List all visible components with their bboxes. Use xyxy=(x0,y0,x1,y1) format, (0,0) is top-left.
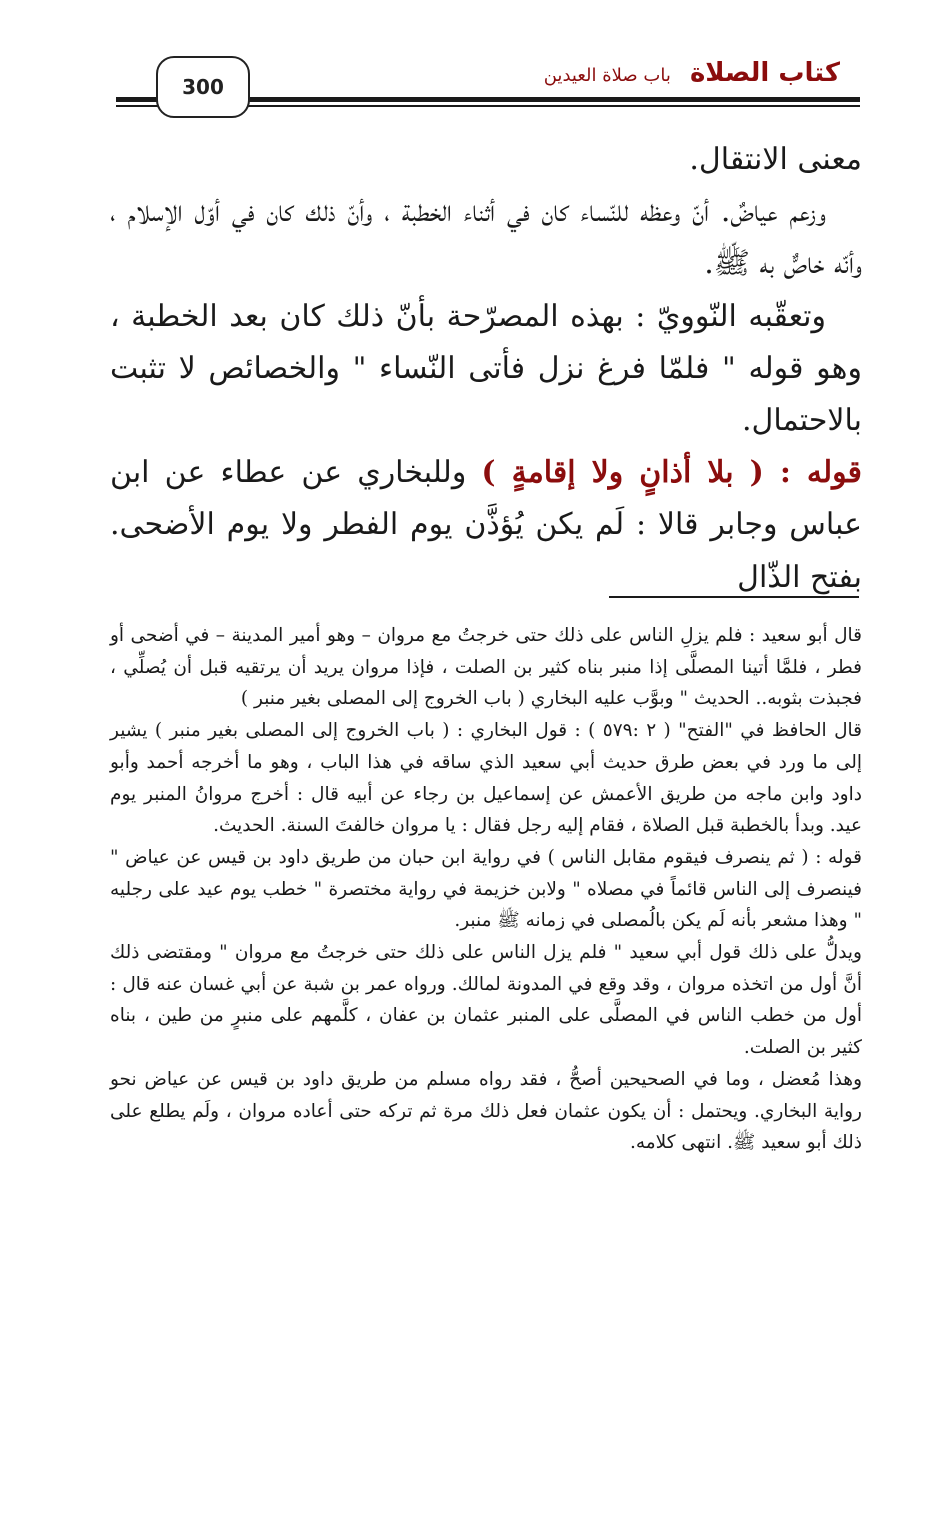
footnote: ويدلُّ على ذلك قول أبي سعيد " فلم يزل الناس على ذلك حتى خرجتُ مع مروان " ومقتضى ذلك أنَّ أول من اتخذه مروان ، وقد وقع في المدونة لمالك. ورواه عمر بن شبة عن أبي غسان عنه قال : أول من خطب الناس في المصلَّى على المنبر عثمان بن عفان ، كلَّمهم على منبرٍ من طين ، بناه كثير بن الصلت. xyxy=(110,942,862,1059)
footnote: قال الحافظ في "الفتح" ( ٢ :٥٧٩ ) : قول البخاري : ( باب الخروج إلى المصلى بغير منبر ) يشير إلى ما ورد في بعض طرق حديث أبي سعيد الذي ساقه في هذا الباب ، وهو ما أخرجه أحمد وأبو داود وابن ماجه من طريق الأعمش عن إسماعيل بن رجاء عن أبيه قال : أخرج مروانُ المنبر يوم عيد. وبدأ بالخطبة قبل الصلاة ، فقام إليه رجل فقال : يا مروان خالفتَ السنة. الحديث. xyxy=(110,720,862,837)
footnote: وهذا مُعضل ، وما في الصحيحين أصحُّ ، فقد رواه مسلم من طريق داود بن قيس عن عياض نحو رواية البخاري. ويحتمل : أن يكون عثمان فعل ذلك مرة ثم تركه حتى أعاده مروان ، ولَم يطلع على ذلك أبو سعيد ﷺ. انتهى كلامه. xyxy=(110,1068,862,1154)
running-head xyxy=(544,58,840,88)
footnote: قوله : ( ثم ينصرف فيقوم مقابل الناس ) في رواية ابن حبان من طريق داود بن قيس عن عياض " فينصرف إلى الناس قائماً في مصلاه " ولابن خزيمة في رواية مختصرة " خطب يوم عيد على رجليه " وهذا مشعر بأنه لَم يكن بالُمصلى في زمانه ﷺ منبر. xyxy=(110,846,862,932)
paragraph: وتعقّبه النّوويّ : بهذه المصرّحة بأنّ ذلك كان بعد الخطبة ، وهو قوله " فلمّا فرغ نزل فأتى النّساء " والخصائص لا تثبت بالاحتمال. xyxy=(110,298,862,439)
quoted-heading: قوله : ( بلا أذانٍ ولا إقامةٍ ) xyxy=(481,455,862,491)
paragraph xyxy=(110,447,862,604)
chapter-title: باب صلاة العيدين xyxy=(543,65,671,86)
footnote: قال أبو سعيد : فلم يزلِ الناس على ذلك حتى خرجتُ مع مروان – وهو أمير المدينة – في أضحى أو فطر ، فلمَّا أتينا المصلَّى إذا منبر بناه كثير بن الصلت ، فإذا مروان يريد أن يرتقيه قبل أن يُصلِّي ، فجبذت بثوبه.. الحديث " وبوَّب عليه البخاري ( باب الخروج إلى المصلى بغير منبر ) xyxy=(110,625,862,710)
book-title: كتاب الصلاة xyxy=(689,58,840,88)
paragraph-text: وللبخاري عن عطاء عن ابن عباس وجابر قالا : لَم يكن يُؤذَّن يوم الفطر ولا يوم الأضحى. بفتح الذّال xyxy=(110,455,862,595)
page-header xyxy=(0,0,945,120)
paragraph: معنى الانتقال. xyxy=(689,142,862,177)
paragraph: وزعم عياضٌ. أنّ وعظه للنّساء كان في أثناء الخطبة ، وأنّ ذلك كان في أوّل الإسلام ، وأنّه خاصٌّ به ﷺ. xyxy=(110,194,862,282)
page-number: 300 xyxy=(156,56,250,118)
footnotes xyxy=(110,620,862,1159)
footnote-separator xyxy=(609,596,859,598)
main-text xyxy=(110,134,862,604)
